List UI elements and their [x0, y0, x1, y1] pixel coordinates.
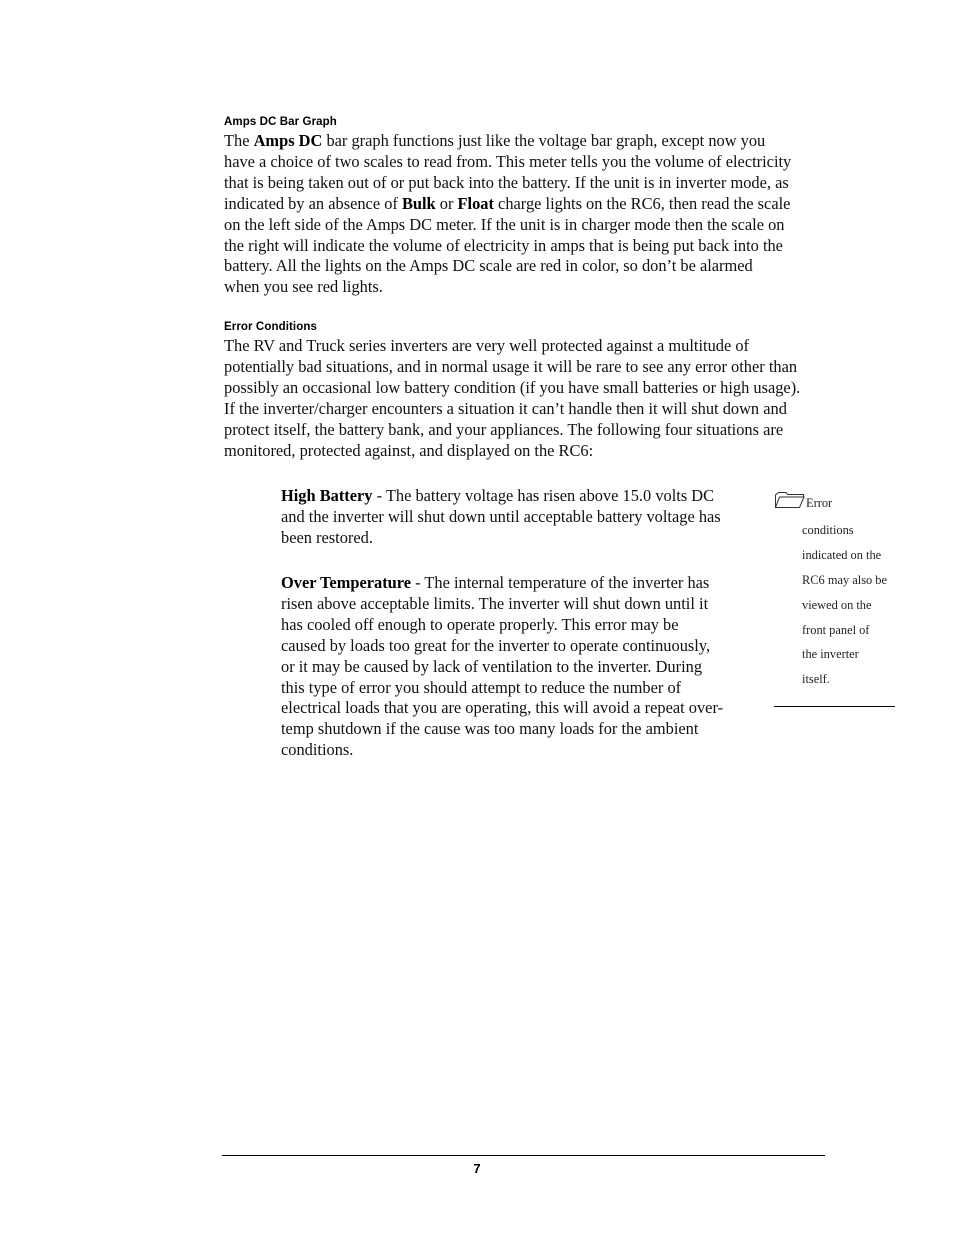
amps-dc-heading: Amps DC Bar Graph — [224, 116, 337, 128]
text-line — [224, 277, 791, 298]
text-run: conditions. — [281, 740, 354, 760]
margin-note — [774, 491, 887, 692]
text-line — [281, 678, 723, 699]
bold-term: Float — [457, 193, 494, 213]
text-run: - The battery voltage has risen above 15.0 volts DC — [372, 486, 715, 505]
error-conditions-paragraph — [224, 336, 800, 461]
text-run: charge lights on the RC6, then read the scale — [493, 193, 791, 213]
text-run: bar graph functions just like the voltage bar graph, except now you — [322, 131, 766, 150]
note-folder-icon — [774, 491, 805, 518]
margin-note-line: viewed on the — [802, 597, 872, 612]
text-run: risen above acceptable limits. The inverter will shut down until it — [281, 593, 709, 613]
text-run: If the inverter/charger encounters a situation it can’t handle then it will shut down and — [224, 398, 787, 418]
text-line — [224, 131, 791, 152]
text-run: The RV and Truck series inverters are very well protected against a multitude of — [224, 336, 750, 355]
text-line — [281, 507, 721, 528]
text-line — [281, 657, 723, 678]
text-run: that is being taken out of or put back into the battery. If the unit is in inverter mode, as — [224, 172, 789, 192]
text-line — [224, 173, 791, 194]
text-line — [224, 152, 791, 173]
text-line — [224, 194, 791, 215]
margin-note-line: conditions — [802, 522, 854, 537]
text-line — [281, 528, 721, 549]
margin-note-line: RC6 may also be — [802, 572, 888, 587]
text-run: or — [435, 193, 458, 213]
amps-dc-paragraph — [224, 131, 791, 298]
text-line — [281, 486, 721, 507]
text-run: and the inverter will shut down until acceptable battery voltage has — [281, 506, 721, 526]
text-line — [224, 256, 791, 277]
text-line — [281, 636, 723, 657]
margin-note-line: front panel of — [802, 622, 870, 637]
text-run: temp shutdown if the cause was too many loads for the ambient — [281, 719, 699, 739]
text-run: the right will indicate the volume of electricity in amps that is being put back into the — [224, 235, 783, 255]
text-run: this type of error you should attempt to reduce the number of — [281, 677, 682, 697]
margin-note-first-word: Error — [806, 496, 833, 510]
text-run: battery. All the lights on the Amps DC scale are red in color, so don’t be alarmed — [224, 256, 753, 276]
text-line — [281, 719, 723, 740]
margin-note-lines — [774, 518, 887, 692]
margin-note-line: indicated on the — [802, 547, 882, 562]
text-run: monitored, protected against, and displayed on the RC6: — [224, 440, 594, 460]
text-line — [224, 441, 800, 462]
margin-note-line: the inverter — [802, 647, 859, 662]
bold-term: Bulk — [401, 193, 436, 213]
text-line — [224, 215, 791, 236]
margin-note-rule — [774, 706, 895, 707]
text-run: electrical loads that you are operating, this will avoid a repeat over- — [281, 698, 724, 718]
bold-term: Over Temperature — [281, 573, 412, 592]
text-line — [281, 615, 723, 636]
text-run: on the left side of the Amps DC meter. If the unit is in charger mode then the scale on — [224, 214, 785, 234]
error-conditions-heading: Error Conditions — [224, 321, 317, 333]
text-run: been restored. — [281, 527, 373, 547]
text-line — [281, 594, 723, 615]
text-line — [224, 357, 800, 378]
margin-note-line: itself. — [802, 672, 830, 687]
text-line — [281, 573, 723, 594]
text-run: possibly an occasional low battery condition (if you have small batteries or high usage). — [224, 377, 801, 397]
text-run: have a choice of two scales to read from. This meter tells you the volume of electricity — [224, 151, 792, 171]
text-line — [224, 236, 791, 257]
high-battery-paragraph — [281, 486, 721, 549]
text-line — [281, 698, 723, 719]
text-line — [224, 336, 800, 357]
text-line — [224, 420, 800, 441]
over-temperature-paragraph — [281, 573, 723, 761]
bold-term: High Battery — [281, 486, 373, 505]
text-run: - The internal temperature of the inverter has — [411, 573, 710, 592]
text-run: indicated by an absence of — [224, 193, 402, 213]
text-run: when you see red lights. — [224, 277, 383, 297]
page-number: 7 — [473, 1161, 481, 1176]
text-line — [224, 378, 800, 399]
footer-rule — [222, 1155, 825, 1156]
text-run: The — [224, 131, 254, 150]
text-run: caused by loads too great for the inverter to operate continuously, — [281, 635, 711, 655]
text-run: or it may be caused by lack of ventilation to the inverter. During — [281, 656, 703, 676]
text-line — [224, 399, 800, 420]
text-run: potentially bad situations, and in normal usage it will be rare to see any error other than — [224, 356, 798, 376]
text-run: has cooled off enough to operate properly. This error may be — [281, 614, 679, 634]
bold-term: Amps DC — [253, 131, 323, 150]
text-line — [281, 740, 723, 761]
text-run: protect itself, the battery bank, and your appliances. The following four situations are — [224, 419, 784, 439]
